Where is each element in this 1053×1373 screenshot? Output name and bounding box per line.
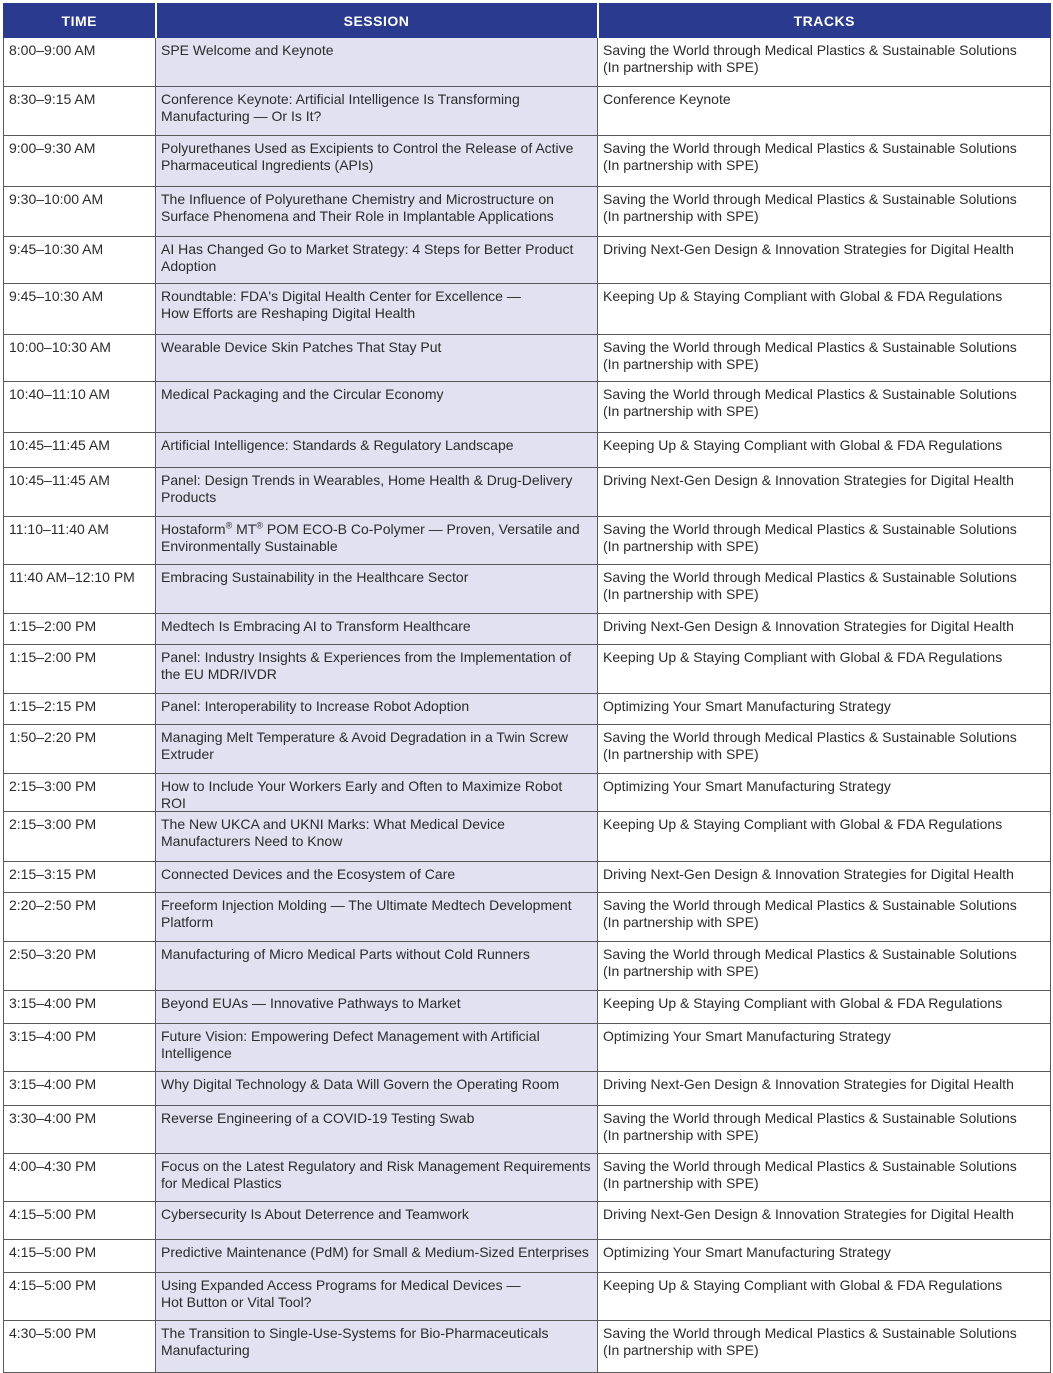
session-line: Future Vision: Empowering Defect Management with Artificial	[161, 1028, 540, 1044]
session-line: Panel: Design Trends in Wearables, Home Health & Drug-Delivery	[161, 472, 573, 488]
tracks-line: Driving Next-Gen Design & Innovation Strategies for Digital Health	[603, 1076, 1014, 1092]
time-cell: 1:15–2:15 PM	[4, 694, 156, 725]
tracks-cell	[598, 1154, 1051, 1202]
session-line: Products	[161, 488, 217, 505]
time-cell: 4:00–4:30 PM	[4, 1154, 156, 1202]
session-line: Beyond EUAs — Innovative Pathways to Market	[161, 995, 461, 1011]
tracks-line: Saving the World through Medical Plastics & Sustainable Solutions	[603, 42, 1017, 58]
table-row	[4, 382, 1051, 433]
tracks-line: (In partnership with SPE)	[603, 156, 759, 173]
tracks-cell	[598, 1106, 1051, 1154]
session-cell	[156, 87, 598, 136]
time-cell: 2:15–3:15 PM	[4, 862, 156, 893]
session-line: Polyurethanes Used as Excipients to Control the Release of Active	[161, 140, 574, 156]
session-line: Panel: Industry Insights & Experiences from the Implementation of	[161, 649, 572, 665]
session-line: SPE Welcome and Keynote	[161, 42, 334, 58]
time-cell: 10:00–10:30 AM	[4, 335, 156, 382]
header-session: SESSION	[156, 4, 598, 38]
session-cell	[156, 1154, 598, 1202]
table-row	[4, 284, 1051, 335]
session-line: Panel: Interoperability to Increase Robot Adoption	[161, 698, 470, 714]
time-cell: 2:15–3:00 PM	[4, 774, 156, 812]
session-line: Wearable Device Skin Patches That Stay Put	[161, 339, 442, 355]
table-row	[4, 1240, 1051, 1273]
time-cell: 3:15–4:00 PM	[4, 1072, 156, 1106]
session-line: Hostaform® MT® POM ECO-B Co-Polymer — Proven, Versatile and	[161, 520, 580, 537]
time-cell: 2:50–3:20 PM	[4, 942, 156, 991]
table-row	[4, 1273, 1051, 1321]
table-row	[4, 893, 1051, 942]
time-cell: 1:15–2:00 PM	[4, 645, 156, 694]
session-cell	[156, 812, 598, 862]
tracks-cell	[598, 565, 1051, 614]
session-cell	[156, 284, 598, 335]
tracks-line: (In partnership with SPE)	[603, 1341, 759, 1358]
session-cell	[156, 893, 598, 942]
table-row	[4, 1106, 1051, 1154]
session-line: Why Digital Technology & Data Will Govern the Operating Room	[161, 1076, 560, 1092]
tracks-line: Saving the World through Medical Plastics & Sustainable Solutions	[603, 569, 1017, 585]
session-cell	[156, 645, 598, 694]
table-row	[4, 694, 1051, 725]
time-cell: 4:15–5:00 PM	[4, 1202, 156, 1240]
table-row	[4, 1154, 1051, 1202]
session-line: Artificial Intelligence: Standards & Regulatory Landscape	[161, 437, 514, 453]
time-cell: 8:00–9:00 AM	[4, 38, 156, 87]
session-cell	[156, 1072, 598, 1106]
table-row	[4, 187, 1051, 237]
session-cell	[156, 237, 598, 284]
tracks-line: Keeping Up & Staying Compliant with Global & FDA Regulations	[603, 649, 1003, 665]
tracks-line: Keeping Up & Staying Compliant with Global & FDA Regulations	[603, 995, 1003, 1011]
schedule-table	[3, 3, 1051, 1373]
tracks-cell	[598, 468, 1051, 517]
tracks-cell	[598, 645, 1051, 694]
session-line: Platform	[161, 913, 214, 930]
session-cell	[156, 1202, 598, 1240]
tracks-cell	[598, 335, 1051, 382]
time-cell: 9:30–10:00 AM	[4, 187, 156, 237]
tracks-line: Saving the World through Medical Plastics & Sustainable Solutions	[603, 140, 1017, 156]
time-cell: 4:30–5:00 PM	[4, 1321, 156, 1373]
tracks-line: Saving the World through Medical Plastics & Sustainable Solutions	[603, 897, 1017, 913]
schedule-body	[4, 38, 1051, 1373]
session-cell	[156, 187, 598, 237]
table-row	[4, 565, 1051, 614]
session-line: The Influence of Polyurethane Chemistry and Microstructure on	[161, 191, 554, 207]
tracks-line: Driving Next-Gen Design & Innovation Strategies for Digital Health	[603, 866, 1014, 882]
tracks-cell	[598, 694, 1051, 725]
tracks-cell	[598, 942, 1051, 991]
session-cell	[156, 1321, 598, 1373]
session-line: Freeform Injection Molding — The Ultimate Medtech Development	[161, 897, 572, 913]
time-cell: 2:20–2:50 PM	[4, 893, 156, 942]
session-line: Environmentally Sustainable	[161, 537, 338, 554]
table-row	[4, 1321, 1051, 1373]
tracks-line: (In partnership with SPE)	[603, 1126, 759, 1143]
session-line: How to Include Your Workers Early and Often to Maximize Robot ROI	[161, 778, 563, 811]
tracks-line: Optimizing Your Smart Manufacturing Strategy	[603, 1028, 891, 1044]
table-row	[4, 645, 1051, 694]
table-row	[4, 725, 1051, 774]
time-cell: 3:30–4:00 PM	[4, 1106, 156, 1154]
session-line: Manufacturing — Or Is It?	[161, 107, 322, 124]
tracks-line: (In partnership with SPE)	[603, 585, 759, 602]
session-line: Medtech Is Embracing AI to Transform Healthcare	[161, 618, 471, 634]
tracks-cell	[598, 812, 1051, 862]
session-cell	[156, 725, 598, 774]
session-line: Focus on the Latest Regulatory and Risk Management Requirements	[161, 1158, 591, 1174]
tracks-cell	[598, 1240, 1051, 1273]
tracks-cell	[598, 1321, 1051, 1373]
session-line: Managing Melt Temperature & Avoid Degradation in a Twin Screw	[161, 729, 569, 745]
session-cell	[156, 991, 598, 1024]
tracks-line: (In partnership with SPE)	[603, 745, 759, 762]
session-line: the EU MDR/IVDR	[161, 665, 277, 682]
session-cell	[156, 136, 598, 187]
session-line: Connected Devices and the Ecosystem of Care	[161, 866, 456, 882]
session-line: Roundtable: FDA's Digital Health Center for Excellence —	[161, 288, 521, 304]
session-line: Cybersecurity Is About Deterrence and Teamwork	[161, 1206, 469, 1222]
time-cell: 9:45–10:30 AM	[4, 237, 156, 284]
time-cell: 11:10–11:40 AM	[4, 517, 156, 565]
session-line: Conference Keynote: Artificial Intelligence Is Transforming	[161, 91, 520, 107]
session-line: Embracing Sustainability in the Healthcare Sector	[161, 569, 469, 585]
session-line: Reverse Engineering of a COVID-19 Testing Swab	[161, 1110, 475, 1126]
table-row	[4, 614, 1051, 645]
schedule-table-container	[3, 3, 1050, 1373]
session-line: Predictive Maintenance (PdM) for Small & Medium-Sized Enterprises	[161, 1244, 589, 1260]
tracks-line: Saving the World through Medical Plastics & Sustainable Solutions	[603, 1325, 1017, 1341]
session-line: The New UKCA and UKNI Marks: What Medical Device	[161, 816, 505, 832]
session-line: Pharmaceutical Ingredients (APIs)	[161, 156, 374, 173]
session-line: for Medical Plastics	[161, 1174, 282, 1191]
time-cell: 8:30–9:15 AM	[4, 87, 156, 136]
session-cell	[156, 1106, 598, 1154]
tracks-line: (In partnership with SPE)	[603, 962, 759, 979]
tracks-line: Keeping Up & Staying Compliant with Global & FDA Regulations	[603, 288, 1003, 304]
table-row	[4, 517, 1051, 565]
tracks-cell	[598, 1202, 1051, 1240]
tracks-cell	[598, 187, 1051, 237]
tracks-line: (In partnership with SPE)	[603, 402, 759, 419]
time-cell: 10:40–11:10 AM	[4, 382, 156, 433]
session-line: Manufacturing	[161, 1341, 250, 1358]
tracks-line: Driving Next-Gen Design & Innovation Strategies for Digital Health	[603, 618, 1014, 634]
tracks-cell	[598, 284, 1051, 335]
session-cell	[156, 774, 598, 812]
time-cell: 9:45–10:30 AM	[4, 284, 156, 335]
tracks-cell	[598, 38, 1051, 87]
session-cell	[156, 382, 598, 433]
tracks-line: Saving the World through Medical Plastics & Sustainable Solutions	[603, 386, 1017, 402]
tracks-cell	[598, 862, 1051, 893]
table-row	[4, 862, 1051, 893]
session-cell	[156, 1240, 598, 1273]
tracks-cell	[598, 893, 1051, 942]
session-line: Surface Phenomena and Their Role in Implantable Applications	[161, 207, 554, 224]
tracks-line: Saving the World through Medical Plastics & Sustainable Solutions	[603, 191, 1017, 207]
session-line: Hot Button or Vital Tool?	[161, 1293, 312, 1310]
tracks-cell	[598, 774, 1051, 812]
tracks-cell	[598, 1072, 1051, 1106]
tracks-line: (In partnership with SPE)	[603, 913, 759, 930]
tracks-cell	[598, 1024, 1051, 1072]
table-row	[4, 335, 1051, 382]
session-line: The Transition to Single-Use-Systems for Bio-Pharmaceuticals	[161, 1325, 549, 1341]
session-line: Manufacturing of Micro Medical Parts without Cold Runners	[161, 946, 530, 962]
session-line: Intelligence	[161, 1044, 232, 1061]
tracks-line: Saving the World through Medical Plastics & Sustainable Solutions	[603, 946, 1017, 962]
tracks-line: Saving the World through Medical Plastics & Sustainable Solutions	[603, 1158, 1017, 1174]
tracks-line: Optimizing Your Smart Manufacturing Strategy	[603, 1244, 891, 1260]
tracks-line: Optimizing Your Smart Manufacturing Strategy	[603, 778, 891, 794]
tracks-line: Saving the World through Medical Plastics & Sustainable Solutions	[603, 339, 1017, 355]
table-row	[4, 942, 1051, 991]
time-cell: 3:15–4:00 PM	[4, 991, 156, 1024]
session-line: Medical Packaging and the Circular Economy	[161, 386, 444, 402]
table-row	[4, 1024, 1051, 1072]
table-row	[4, 1072, 1051, 1106]
session-cell	[156, 694, 598, 725]
tracks-line: Saving the World through Medical Plastics & Sustainable Solutions	[603, 729, 1017, 745]
session-line: Adoption	[161, 257, 217, 274]
session-cell	[156, 1273, 598, 1321]
time-cell: 3:15–4:00 PM	[4, 1024, 156, 1072]
tracks-line: Driving Next-Gen Design & Innovation Strategies for Digital Health	[603, 472, 1014, 488]
tracks-line: Optimizing Your Smart Manufacturing Strategy	[603, 698, 891, 714]
time-cell: 4:15–5:00 PM	[4, 1273, 156, 1321]
session-line: Extruder	[161, 745, 214, 762]
table-row	[4, 991, 1051, 1024]
session-cell	[156, 614, 598, 645]
session-cell	[156, 1024, 598, 1072]
table-row	[4, 774, 1051, 812]
header-time: TIME	[4, 4, 156, 38]
time-cell: 11:40 AM–12:10 PM	[4, 565, 156, 614]
session-line: Using Expanded Access Programs for Medical Devices —	[161, 1277, 521, 1293]
time-cell: 10:45–11:45 AM	[4, 433, 156, 468]
tracks-cell	[598, 87, 1051, 136]
tracks-cell	[598, 517, 1051, 565]
tracks-line: (In partnership with SPE)	[603, 537, 759, 554]
time-cell: 1:50–2:20 PM	[4, 725, 156, 774]
session-cell	[156, 565, 598, 614]
tracks-line: Keeping Up & Staying Compliant with Global & FDA Regulations	[603, 437, 1003, 453]
tracks-cell	[598, 614, 1051, 645]
tracks-line: Conference Keynote	[603, 91, 731, 107]
session-cell	[156, 38, 598, 87]
tracks-line: Keeping Up & Staying Compliant with Global & FDA Regulations	[603, 816, 1003, 832]
tracks-line: (In partnership with SPE)	[603, 1174, 759, 1191]
session-cell	[156, 862, 598, 893]
tracks-line: (In partnership with SPE)	[603, 58, 759, 75]
tracks-cell	[598, 725, 1051, 774]
session-cell	[156, 335, 598, 382]
header-tracks: TRACKS	[598, 4, 1051, 38]
time-cell: 4:15–5:00 PM	[4, 1240, 156, 1273]
session-line: AI Has Changed Go to Market Strategy: 4 Steps for Better Product	[161, 241, 574, 257]
table-row	[4, 136, 1051, 187]
tracks-cell	[598, 433, 1051, 468]
tracks-line: Saving the World through Medical Plastics & Sustainable Solutions	[603, 521, 1017, 537]
session-cell	[156, 433, 598, 468]
header-row	[4, 4, 1051, 38]
session-line: How Efforts are Reshaping Digital Health	[161, 304, 416, 321]
table-row	[4, 468, 1051, 517]
table-row	[4, 38, 1051, 87]
tracks-cell	[598, 382, 1051, 433]
time-cell: 2:15–3:00 PM	[4, 812, 156, 862]
session-cell	[156, 942, 598, 991]
session-cell	[156, 468, 598, 517]
tracks-line: Driving Next-Gen Design & Innovation Strategies for Digital Health	[603, 241, 1014, 257]
tracks-cell	[598, 237, 1051, 284]
table-row	[4, 433, 1051, 468]
tracks-line: Saving the World through Medical Plastics & Sustainable Solutions	[603, 1110, 1017, 1126]
tracks-line: (In partnership with SPE)	[603, 355, 759, 372]
tracks-line: Driving Next-Gen Design & Innovation Strategies for Digital Health	[603, 1206, 1014, 1222]
tracks-cell	[598, 136, 1051, 187]
time-cell: 9:00–9:30 AM	[4, 136, 156, 187]
tracks-cell	[598, 1273, 1051, 1321]
time-cell: 10:45–11:45 AM	[4, 468, 156, 517]
table-row	[4, 237, 1051, 284]
tracks-line: Keeping Up & Staying Compliant with Global & FDA Regulations	[603, 1277, 1003, 1293]
time-cell: 1:15–2:00 PM	[4, 614, 156, 645]
table-row	[4, 1202, 1051, 1240]
session-line: Manufacturers Need to Know	[161, 832, 343, 849]
session-cell	[156, 517, 598, 565]
tracks-line: (In partnership with SPE)	[603, 207, 759, 224]
table-row	[4, 87, 1051, 136]
tracks-cell	[598, 991, 1051, 1024]
table-row	[4, 812, 1051, 862]
